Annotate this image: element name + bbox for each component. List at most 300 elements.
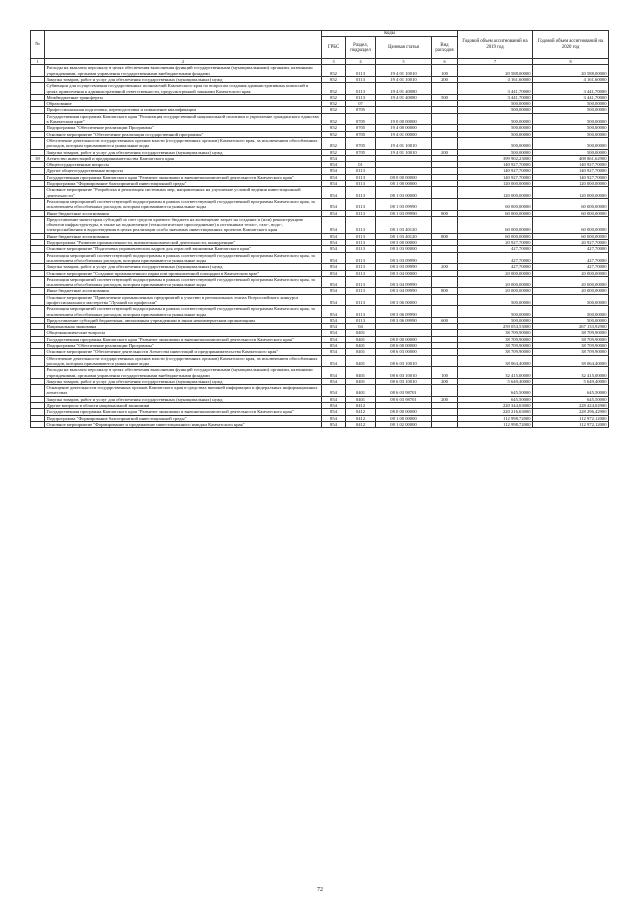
- row-number: [31, 216, 45, 233]
- row-vol2019: 60 000,00000: [458, 210, 533, 216]
- table-row: [31, 65, 609, 77]
- row-grbs: 852: [322, 101, 346, 107]
- row-vol2020: 38 709,90000: [533, 343, 609, 349]
- row-grbs: 854: [322, 155, 346, 161]
- row-razdel: 0113: [346, 181, 376, 187]
- row-tselevaya: 08 6 03 10010: [376, 378, 432, 384]
- row-tselevaya: 08 6 03 00000: [376, 349, 432, 355]
- row-number: [31, 276, 45, 288]
- table-row: [31, 187, 609, 199]
- row-grbs: 854: [322, 343, 346, 349]
- header-codes-group: Коды: [322, 31, 458, 37]
- row-grbs: 854: [322, 330, 346, 336]
- row-name: Реализация мероприятий соответствующей подпрограммы в рамках соответствующей государственной программы Камчатского края, за исключением обособленных расходов, которым присваиваются уникальные коды: [45, 306, 322, 318]
- row-name: Закупка товаров, работ и услуг для обеспечения государственных (муниципальных) нужд: [45, 264, 322, 270]
- row-vol2020: 427,70000: [533, 264, 609, 270]
- row-grbs: 854: [322, 216, 346, 233]
- header-name: [45, 31, 322, 59]
- table-row: [31, 83, 609, 95]
- row-tselevaya: 08 3 03 00000: [376, 246, 432, 252]
- row-vol2020: 427,70000: [533, 252, 609, 264]
- index-cell: 4: [346, 59, 376, 65]
- index-cell: 8: [533, 59, 609, 65]
- row-tselevaya: 08 1 03 09990: [376, 210, 432, 216]
- table-row: [31, 355, 609, 367]
- row-grbs: 854: [322, 378, 346, 384]
- row-vol2020: 140 927,70000: [533, 174, 609, 180]
- row-razdel: 0113: [346, 210, 376, 216]
- row-razdel: 0113: [346, 233, 376, 239]
- row-tselevaya: 08 0 00 00000: [376, 409, 432, 415]
- row-vol2019: 20 588,00000: [458, 65, 533, 77]
- row-name: Закупка товаров, работ и услуг для обеспечения государственных (муниципальных) нужд: [45, 77, 322, 83]
- row-vol2020: 3 441,70000: [533, 83, 609, 95]
- row-razdel: 0705: [346, 149, 376, 155]
- row-vol2020: 120 000,00000: [533, 181, 609, 187]
- header-grbs: ГРБС: [322, 37, 346, 59]
- row-vol2019: 500,00000: [458, 137, 533, 149]
- row-grbs: 852: [322, 149, 346, 155]
- row-razdel: 0113: [346, 187, 376, 199]
- row-vol2019: 120 000,00000: [458, 181, 533, 187]
- row-vid: [432, 385, 458, 397]
- table-row: [31, 216, 609, 233]
- row-vid: 200: [432, 264, 458, 270]
- row-number: [31, 113, 45, 125]
- row-vol2019: 5 649,40000: [458, 378, 533, 384]
- row-vol2020: 120 000,00000: [533, 187, 609, 199]
- row-name: Общеэкономические вопросы: [45, 330, 322, 336]
- row-name: Подпрограмма "Развитие промышленности, внешнеэкономической деятельности, конкуренции": [45, 240, 322, 246]
- row-razdel: 0113: [346, 240, 376, 246]
- row-vol2019: 500,00000: [458, 149, 533, 155]
- row-name: Иные бюджетные ассигнования: [45, 288, 322, 294]
- row-number: [31, 187, 45, 199]
- row-grbs: 854: [322, 198, 346, 210]
- row-razdel: 0113: [346, 198, 376, 210]
- table-row: [31, 306, 609, 318]
- row-grbs: 854: [322, 403, 346, 409]
- row-grbs: 854: [322, 240, 346, 246]
- row-razdel: 0412: [346, 403, 376, 409]
- row-vol2019: 20 927,70000: [458, 240, 533, 246]
- header-vol2020: Годовой объем ассигнований на 2020 год: [533, 31, 609, 59]
- row-vol2020: 38 709,90000: [533, 349, 609, 355]
- row-tselevaya: 19 4 01 40080: [376, 83, 432, 95]
- row-vol2019: 500,00000: [458, 131, 533, 137]
- row-name: Основное мероприятие "Создание промышленного парка или промышленной площадки в Камчатском крае": [45, 270, 322, 276]
- row-vol2019: 38 709,90000: [458, 330, 533, 336]
- row-grbs: 852: [322, 125, 346, 131]
- row-tselevaya: 19 4 01 00000: [376, 131, 432, 137]
- row-razdel: 07: [346, 101, 376, 107]
- row-tselevaya: 19 4 01 10010: [376, 137, 432, 149]
- row-number: [31, 421, 45, 427]
- row-razdel: 01: [346, 162, 376, 168]
- row-vid: 200: [432, 149, 458, 155]
- row-razdel: 0705: [346, 113, 376, 125]
- row-vol2020: 500,00000: [533, 149, 609, 155]
- row-vol2019: 427,70000: [458, 252, 533, 264]
- row-grbs: 854: [322, 336, 346, 342]
- row-tselevaya: 19 4 00 00000: [376, 125, 432, 131]
- row-razdel: 0113: [346, 264, 376, 270]
- row-name: Основное мероприятие "Подготовка управленческих кадров для отраслей экономики Камчатского края": [45, 246, 322, 252]
- row-razdel: 0113: [346, 65, 376, 77]
- row-razdel: 0113: [346, 288, 376, 294]
- row-vol2019: 32 415,00000: [458, 367, 533, 379]
- row-name: Основное мероприятие "Привлечение промышленных предприятий к участию в региональных этапах Всероссийского конкурса профессионального мастерства "Лучший по профессии": [45, 294, 322, 306]
- row-vol2019: 500,00000: [458, 101, 533, 107]
- row-grbs: 854: [322, 306, 346, 318]
- row-name: Подпрограмма "Обеспечение реализации Программы": [45, 125, 322, 131]
- row-name: Национальная экономика: [45, 324, 322, 330]
- row-razdel: 0705: [346, 125, 376, 131]
- row-vol2019: 112 998,72000: [458, 421, 533, 427]
- row-vol2020: 60 000,00000: [533, 198, 609, 210]
- row-vol2020: 140 927,70000: [533, 162, 609, 168]
- row-number: [31, 198, 45, 210]
- row-name: Предоставление субсидий бюджетным, автономным учреждениям и иным некоммерческим организациям: [45, 317, 322, 323]
- row-vol2020: 500,00000: [533, 317, 609, 323]
- row-name: Другие общегосударственные вопросы: [45, 168, 322, 174]
- row-grbs: 852: [322, 131, 346, 137]
- row-vol2019: 60 000,00000: [458, 198, 533, 210]
- row-vol2019: 4 161,60000: [458, 77, 533, 83]
- row-grbs: 854: [322, 270, 346, 276]
- row-tselevaya: 08 6 03 10010: [376, 355, 432, 367]
- row-vid: 100: [432, 65, 458, 77]
- row-grbs: 852: [322, 107, 346, 113]
- row-grbs: 854: [322, 162, 346, 168]
- row-vol2019: 500,00000: [458, 113, 533, 125]
- row-vol2020: 500,00000: [533, 107, 609, 113]
- row-razdel: 0401: [346, 336, 376, 342]
- row-vol2020: 500,00000: [533, 137, 609, 149]
- row-vol2020: 427,70000: [533, 246, 609, 252]
- row-vid: [432, 198, 458, 210]
- table-row: [31, 137, 609, 149]
- row-vol2020: 20 927,70000: [533, 240, 609, 246]
- row-vol2019: 500,00000: [458, 306, 533, 318]
- row-vol2020: 4 161,60000: [533, 77, 609, 83]
- row-razdel: 0113: [346, 94, 376, 100]
- row-grbs: 852: [322, 65, 346, 77]
- row-grbs: 854: [322, 276, 346, 288]
- table-row: [31, 113, 609, 125]
- header-num: №: [31, 31, 45, 59]
- row-name: Реализация мероприятий соответствующей подпрограммы в рамках соответствующей государственной программы Камчатского края, за исключением обособленных расходов, которым присваиваются уникальные коды: [45, 198, 322, 210]
- row-tselevaya: 08 3 06 09990: [376, 317, 432, 323]
- row-name: Расходы на выплаты персоналу в целях обеспечения выполнения функций государственными (муниципальными) органами, казенными учреждениями, органами управления государственными внебюджетными фондами: [45, 367, 322, 379]
- row-number: [31, 65, 45, 77]
- row-razdel: 0113: [346, 246, 376, 252]
- row-name: Подпрограмма "Формирование благоприятной инвестиционной среды": [45, 181, 322, 187]
- row-vol2019: 20 000,00000: [458, 276, 533, 288]
- row-name: Основное мероприятие "Формирование и продвижение инвестиционного имиджа Камчатского края": [45, 421, 322, 427]
- header-vol2019: Годовой объем ассигнований на 2019 год: [458, 31, 533, 59]
- row-vol2019: 3 441,70000: [458, 94, 533, 100]
- row-razdel: 0412: [346, 421, 376, 427]
- row-tselevaya: 08 1 02 00000: [376, 421, 432, 427]
- row-grbs: 854: [322, 317, 346, 323]
- row-grbs: 854: [322, 174, 346, 180]
- header-tselevaya: Целевая статья: [376, 37, 432, 59]
- row-tselevaya: 08 1 03 00000: [376, 187, 432, 199]
- row-vol2020: 60 000,00000: [533, 233, 609, 239]
- row-vid: 600: [432, 317, 458, 323]
- row-vol2020: 500,00000: [533, 294, 609, 306]
- row-grbs: 854: [322, 210, 346, 216]
- row-vid: 200: [432, 378, 458, 384]
- row-vol2019: 60 000,00000: [458, 216, 533, 233]
- row-name: Основное мероприятие "Обеспечение деятельности Агентства инвестиций и предпринимательства Камчатского края": [45, 349, 322, 355]
- row-grbs: 854: [322, 264, 346, 270]
- row-vol2019: 38 064,40000: [458, 355, 533, 367]
- row-name: Предоставление инвесторам субсидий за счет средств краевого бюджета на возмещение затрат на создание и (или) реконструкцию объектов инфраструктуры, в также на подключение (технологическое присоединение) к источникам тепло-, газо-, водо-, электроснабжения и водоотведения в целях реализации особо значимых инвестиционных проектов Камчатского края: [45, 216, 322, 233]
- row-vid: 100: [432, 367, 458, 379]
- row-vol2020: 60 000,00000: [533, 210, 609, 216]
- row-name: Закупка товаров, работ и услуг для обеспечения государственных (муниципальных) нужд: [45, 396, 322, 402]
- row-razdel: 0401: [346, 378, 376, 384]
- table-row: [31, 367, 609, 379]
- row-vol2020: 32 415,00000: [533, 367, 609, 379]
- index-cell: 1: [31, 59, 45, 65]
- row-razdel: 0401: [346, 343, 376, 349]
- row-number: [31, 355, 45, 367]
- row-grbs: 854: [322, 349, 346, 355]
- row-grbs: 854: [322, 409, 346, 415]
- row-vol2020: 500,00000: [533, 131, 609, 137]
- row-number: 39: [31, 155, 45, 161]
- row-grbs: 854: [322, 367, 346, 379]
- row-vol2019: 500,00000: [458, 294, 533, 306]
- row-grbs: 852: [322, 113, 346, 125]
- row-number: [31, 252, 45, 264]
- row-name: Закупка товаров, работ и услуг для обеспечения государственных (муниципальных) нужд: [45, 378, 322, 384]
- row-vol2020: 3 441,70000: [533, 94, 609, 100]
- row-vol2019: 140 927,70000: [458, 162, 533, 168]
- row-vol2020: 20 588,00000: [533, 65, 609, 77]
- row-vol2019: 38 709,90000: [458, 336, 533, 342]
- row-vol2019: 645,50000: [458, 385, 533, 397]
- row-razdel: 0113: [346, 174, 376, 180]
- header-razdel: Раздел, подраздел: [346, 37, 376, 59]
- row-vol2020: 38 709,90000: [533, 330, 609, 336]
- row-vid: [432, 216, 458, 233]
- table-body: [31, 65, 609, 428]
- row-name: Государственная программа Камчатского края "Развитие экономики и внешнеэкономической деятельности Камчатского края": [45, 174, 322, 180]
- row-tselevaya: 08 3 03 09990: [376, 252, 432, 264]
- row-razdel: 0113: [346, 270, 376, 276]
- row-razdel: 0113: [346, 216, 376, 233]
- row-tselevaya: 08 3 04 09990: [376, 276, 432, 288]
- index-cell: 5: [376, 59, 432, 65]
- row-vol2019: 500,00000: [458, 317, 533, 323]
- row-vol2019: 399 902,23000: [458, 155, 533, 161]
- row-tselevaya: 08 1 03 40120: [376, 233, 432, 239]
- row-razdel: 0412: [346, 409, 376, 415]
- row-grbs: 854: [322, 421, 346, 427]
- row-tselevaya: 19 4 01 10010: [376, 77, 432, 83]
- row-vol2019: 112 998,72000: [458, 415, 533, 421]
- row-tselevaya: 08 1 03 40120: [376, 216, 432, 233]
- row-vol2019: 140 927,70000: [458, 168, 533, 174]
- row-grbs: 852: [322, 94, 346, 100]
- row-name: Государственная программа Камчатского края "Развитие экономики и внешнеэкономической деятельности Камчатского края": [45, 409, 322, 415]
- row-name: Оснащение деятельности государственных органов Камчатского края в средствах внешней информации и федеральных информационных агентствах: [45, 385, 322, 397]
- row-name: Межбюджетные трансферты: [45, 94, 322, 100]
- row-vid: [432, 355, 458, 367]
- table-row: [31, 385, 609, 397]
- row-vol2020: 20 000,00000: [533, 288, 609, 294]
- page-number: 72: [317, 887, 323, 893]
- row-vol2020: 38 064,40000: [533, 355, 609, 367]
- row-number: [31, 385, 45, 397]
- row-tselevaya: 08 6 03 98701: [376, 396, 432, 402]
- row-vid: [432, 306, 458, 318]
- row-vid: 800: [432, 288, 458, 294]
- row-name: Реализация мероприятий соответствующей подпрограммы в рамках соответствующей государственной программы Камчатского края, за исключением обособленных расходов, которым присваиваются уникальные коды: [45, 252, 322, 264]
- row-vid: [432, 294, 458, 306]
- row-name: Государственная программа Камчатского края "Развитие экономики и внешнеэкономической деятельности Камчатского края": [45, 336, 322, 342]
- table-row: [31, 294, 609, 306]
- row-tselevaya: 08 3 00 00000: [376, 240, 432, 246]
- index-cell: 6: [432, 59, 458, 65]
- row-vol2020: 500,00000: [533, 101, 609, 107]
- row-tselevaya: 08 1 00 00000: [376, 181, 432, 187]
- row-grbs: 852: [322, 83, 346, 95]
- row-name: Реализация мероприятий соответствующей подпрограммы в рамках соответствующей государственной программы Камчатского края, за исключением обособленных расходов, которым присваиваются уникальные коды: [45, 276, 322, 288]
- row-name: Иные бюджетные ассигнования: [45, 233, 322, 239]
- row-vol2019: 20 000,00000: [458, 288, 533, 294]
- budget-table: [30, 30, 609, 428]
- row-tselevaya: 08 6 03 98701: [376, 385, 432, 397]
- row-razdel: 0113: [346, 317, 376, 323]
- row-name: Другие вопросы в области национальной экономики: [45, 403, 322, 409]
- row-vid: [432, 276, 458, 288]
- row-vol2019: 500,00000: [458, 125, 533, 131]
- row-name: Субвенции для осуществления государственных полномочий Камчатского края по вопросам создания административных комиссий в целях привлечения к административной ответственности, предусмотренной законами Камчатского края: [45, 83, 322, 95]
- row-razdel: 0705: [346, 131, 376, 137]
- row-vol2020: 112 972,12000: [533, 421, 609, 427]
- row-number: [31, 294, 45, 306]
- row-tselevaya: 08 0 00 00000: [376, 174, 432, 180]
- row-name: Основное мероприятие "Обеспечение реализации государственной программы": [45, 131, 322, 137]
- row-vol2019: 60 000,00000: [458, 233, 533, 239]
- row-vol2019: 500,00000: [458, 107, 533, 113]
- table-row: [31, 421, 609, 427]
- row-vol2020: 267 133,92900: [533, 324, 609, 330]
- row-tselevaya: 08 3 03 09990: [376, 264, 432, 270]
- row-number: [31, 306, 45, 318]
- row-razdel: 04: [346, 324, 376, 330]
- row-name: Общегосударственные вопросы: [45, 162, 322, 168]
- row-grbs: 854: [322, 288, 346, 294]
- row-vol2019: 120 000,00000: [458, 187, 533, 199]
- row-vid: [432, 187, 458, 199]
- row-razdel: 0401: [346, 330, 376, 336]
- row-razdel: 0113: [346, 252, 376, 264]
- table-row: [31, 276, 609, 288]
- row-razdel: 0401: [346, 396, 376, 402]
- table-row: [31, 252, 609, 264]
- row-razdel: 0113: [346, 306, 376, 318]
- row-grbs: 854: [322, 187, 346, 199]
- row-name: Обеспечение деятельности государственных органов власти (государственных органов) Камчатского края, за исключением обособленных расходов, которым присваиваются уникальные коды: [45, 355, 322, 367]
- row-razdel: 0113: [346, 168, 376, 174]
- row-vid: 800: [432, 210, 458, 216]
- document-page: [30, 30, 608, 428]
- row-vid: 200: [432, 77, 458, 83]
- row-tselevaya: 08 6 03 10010: [376, 367, 432, 379]
- row-vol2019: 259 054,53000: [458, 324, 533, 330]
- row-vol2019: 140 927,70000: [458, 174, 533, 180]
- row-name: Государственная программа Камчатского края "Реализация государственной национальной политики и укрепление гражданского единства в Камчатском крае": [45, 113, 322, 125]
- row-vid: 800: [432, 233, 458, 239]
- row-vol2019: 427,70000: [458, 264, 533, 270]
- header-vid: Вид расходов: [432, 37, 458, 59]
- row-number: [31, 367, 45, 379]
- row-grbs: 854: [322, 294, 346, 306]
- row-razdel: 0113: [346, 294, 376, 306]
- row-vol2019: 38 709,90000: [458, 349, 533, 355]
- row-razdel: 0113: [346, 276, 376, 288]
- row-tselevaya: 19 4 01 10010: [376, 149, 432, 155]
- row-vid: [432, 421, 458, 427]
- row-tselevaya: 08 3 06 00000: [376, 294, 432, 306]
- row-grbs: 854: [322, 181, 346, 187]
- row-vol2019: 3 441,70000: [458, 83, 533, 95]
- row-tselevaya: 19 0 00 00000: [376, 113, 432, 125]
- row-razdel: 0412: [346, 415, 376, 421]
- row-tselevaya: 08 1 03 09990: [376, 198, 432, 210]
- row-vol2019: 38 709,90000: [458, 343, 533, 349]
- row-number: [31, 83, 45, 95]
- row-vid: 500: [432, 94, 458, 100]
- row-vol2020: 228 424,02900: [533, 403, 609, 409]
- row-name: Обеспечение деятельности государственных органов власти (государственных органов) Камчатского края, за исключением обособленных расходов, которым присваиваются уникальные коды: [45, 137, 322, 149]
- row-razdel: 0401: [346, 385, 376, 397]
- row-vol2019: 220 216,63000: [458, 409, 533, 415]
- row-grbs: 854: [322, 396, 346, 402]
- row-name: Подпрограмма "Формирование благоприятной инвестиционной среды": [45, 415, 322, 421]
- row-grbs: 854: [322, 324, 346, 330]
- row-vol2020: 5 649,40000: [533, 378, 609, 384]
- row-vol2020: 60 000,00000: [533, 216, 609, 233]
- row-vid: [432, 137, 458, 149]
- row-grbs: 852: [322, 137, 346, 149]
- table-row: [31, 198, 609, 210]
- row-vol2020: 20 000,00000: [533, 270, 609, 276]
- row-vol2019: 220 344,63000: [458, 403, 533, 409]
- row-razdel: 0113: [346, 77, 376, 83]
- row-tselevaya: 08 1 00 00000: [376, 415, 432, 421]
- row-vol2020: 228 296,42900: [533, 409, 609, 415]
- row-number: [31, 137, 45, 149]
- row-tselevaya: 08 3 06 09990: [376, 306, 432, 318]
- row-vol2020: 38 709,90000: [533, 336, 609, 342]
- row-vol2020: 500,00000: [533, 113, 609, 125]
- row-grbs: 854: [322, 415, 346, 421]
- row-vol2019: 20 000,00000: [458, 270, 533, 276]
- row-name: Иные бюджетные ассигнования: [45, 210, 322, 216]
- row-grbs: 854: [322, 385, 346, 397]
- row-vol2020: 500,00000: [533, 306, 609, 318]
- row-vid: [432, 252, 458, 264]
- row-grbs: 854: [322, 168, 346, 174]
- row-razdel: 0401: [346, 367, 376, 379]
